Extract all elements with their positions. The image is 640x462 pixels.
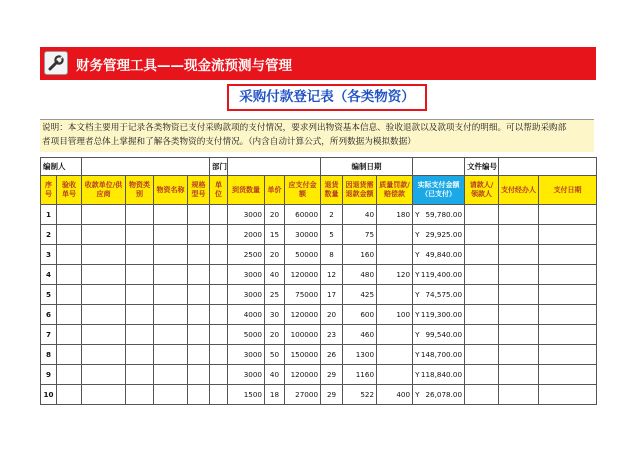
- column-header: 序号: [41, 176, 57, 205]
- app-title: 财务管理工具——现金流预测与管理: [76, 58, 292, 74]
- column-header: 应支付金额: [285, 176, 321, 205]
- amount-due-cell[interactable]: 30000: [285, 225, 321, 245]
- table-row: [41, 285, 597, 305]
- unit-cell[interactable]: [210, 245, 228, 265]
- category-cell[interactable]: [126, 325, 154, 345]
- handler-cell[interactable]: [499, 225, 539, 245]
- column-header: 支付日期: [539, 176, 597, 205]
- quantity-cell[interactable]: 3000: [228, 205, 265, 225]
- paid-amount-cell: [413, 245, 465, 265]
- amount-due-cell[interactable]: 150000: [285, 345, 321, 365]
- quantity-cell[interactable]: 5000: [228, 325, 265, 345]
- currency-symbol: Y: [415, 210, 420, 219]
- fine-cell[interactable]: 180: [377, 205, 413, 225]
- return-qty-cell[interactable]: 20: [321, 305, 343, 325]
- pay-date-cell[interactable]: [539, 205, 597, 225]
- spec-cell[interactable]: [188, 285, 210, 305]
- receipt-cell[interactable]: [57, 225, 82, 245]
- category-cell[interactable]: [126, 385, 154, 405]
- handler-cell[interactable]: [499, 205, 539, 225]
- unit-cell[interactable]: [210, 385, 228, 405]
- column-header: 收款单位/供应商: [82, 176, 126, 205]
- index-cell: 9: [41, 365, 57, 385]
- category-cell[interactable]: [126, 345, 154, 365]
- material-cell[interactable]: [154, 205, 188, 225]
- unit-cell[interactable]: [210, 205, 228, 225]
- fine-cell[interactable]: [377, 285, 413, 305]
- requester-cell[interactable]: [465, 285, 499, 305]
- requester-cell[interactable]: [465, 385, 499, 405]
- unit-price-cell[interactable]: 30: [265, 305, 285, 325]
- description-note: [40, 119, 594, 152]
- supplier-cell[interactable]: [82, 365, 126, 385]
- paid-value: 118,840.00: [420, 370, 463, 379]
- material-cell[interactable]: [154, 345, 188, 365]
- category-cell[interactable]: [126, 225, 154, 245]
- table-row: [41, 305, 597, 325]
- quantity-cell[interactable]: 2500: [228, 245, 265, 265]
- table-row: [41, 345, 597, 365]
- amount-due-cell[interactable]: 120000: [285, 305, 321, 325]
- quantity-cell[interactable]: 3000: [228, 265, 265, 285]
- unit-price-cell[interactable]: 40: [265, 265, 285, 285]
- refund-amount-cell[interactable]: 522: [343, 385, 377, 405]
- currency-symbol: Y: [415, 310, 420, 319]
- spec-cell[interactable]: [188, 245, 210, 265]
- note-line: 者项目管理者总体上掌握和了解各类物资的支付情况。（内含自动计算公式，所列数据为模拟数据）: [42, 136, 416, 147]
- fine-cell[interactable]: 120: [377, 265, 413, 285]
- supplier-cell[interactable]: [82, 245, 126, 265]
- currency-symbol: Y: [415, 270, 420, 279]
- material-cell[interactable]: [154, 305, 188, 325]
- currency-symbol: Y: [415, 390, 420, 399]
- quantity-cell[interactable]: 2000: [228, 225, 265, 245]
- paid-value: 119,400.00: [420, 270, 463, 279]
- amount-due-cell[interactable]: 50000: [285, 245, 321, 265]
- column-header: 物资类别: [126, 176, 154, 205]
- requester-cell[interactable]: [465, 245, 499, 265]
- return-qty-cell[interactable]: 12: [321, 265, 343, 285]
- sheet-title: 采购付款登记表（各类物资）: [227, 84, 427, 111]
- category-cell[interactable]: [126, 245, 154, 265]
- column-header: 规格型号: [188, 176, 210, 205]
- refund-amount-cell[interactable]: 1300: [343, 345, 377, 365]
- fine-cell[interactable]: [377, 245, 413, 265]
- category-cell[interactable]: [126, 265, 154, 285]
- spec-cell[interactable]: [188, 345, 210, 365]
- supplier-cell[interactable]: [82, 225, 126, 245]
- payment-register-table: [40, 157, 597, 405]
- unit-price-cell[interactable]: 18: [265, 385, 285, 405]
- supplier-cell[interactable]: [82, 265, 126, 285]
- fine-cell[interactable]: 400: [377, 385, 413, 405]
- dept-label: 部门: [210, 158, 228, 176]
- paid-amount-cell: [413, 225, 465, 245]
- refund-amount-cell[interactable]: 160: [343, 245, 377, 265]
- receipt-cell[interactable]: [57, 305, 82, 325]
- material-cell[interactable]: [154, 245, 188, 265]
- material-cell[interactable]: [154, 385, 188, 405]
- index-cell: 3: [41, 245, 57, 265]
- spec-cell[interactable]: [188, 385, 210, 405]
- pay-date-cell[interactable]: [539, 385, 597, 405]
- fine-cell[interactable]: [377, 345, 413, 365]
- column-header: 质量罚款/赔偿款: [377, 176, 413, 205]
- receipt-cell[interactable]: [57, 325, 82, 345]
- pay-date-cell[interactable]: [539, 245, 597, 265]
- return-qty-cell[interactable]: 23: [321, 325, 343, 345]
- unit-cell[interactable]: [210, 225, 228, 245]
- refund-amount-cell[interactable]: 480: [343, 265, 377, 285]
- receipt-cell[interactable]: [57, 205, 82, 225]
- column-header: 实际支付金额（已支付）: [413, 176, 465, 205]
- quantity-cell[interactable]: 4000: [228, 305, 265, 325]
- paid-value: 74,575.00: [425, 290, 463, 299]
- currency-symbol: Y: [415, 250, 420, 259]
- currency-symbol: Y: [415, 350, 420, 359]
- amount-due-cell[interactable]: 75000: [285, 285, 321, 305]
- fine-cell[interactable]: [377, 225, 413, 245]
- receipt-cell[interactable]: [57, 265, 82, 285]
- unit-cell[interactable]: [210, 345, 228, 365]
- index-cell: 8: [41, 345, 57, 365]
- return-qty-cell[interactable]: 29: [321, 385, 343, 405]
- amount-due-cell[interactable]: 100000: [285, 325, 321, 345]
- paid-amount-cell: [413, 345, 465, 365]
- title-banner: [40, 47, 596, 80]
- paid-value: 49,840.00: [425, 250, 463, 259]
- return-qty-cell[interactable]: 5: [321, 225, 343, 245]
- receipt-cell[interactable]: [57, 245, 82, 265]
- amount-due-cell[interactable]: 60000: [285, 205, 321, 225]
- quantity-cell[interactable]: 3000: [228, 285, 265, 305]
- unit-cell[interactable]: [210, 305, 228, 325]
- paid-value: 119,300.00: [420, 310, 463, 319]
- amount-due-cell[interactable]: 27000: [285, 385, 321, 405]
- wrench-icon: [44, 51, 68, 75]
- requester-cell[interactable]: [465, 345, 499, 365]
- index-cell: 4: [41, 265, 57, 285]
- supplier-cell[interactable]: [82, 345, 126, 365]
- handler-cell[interactable]: [499, 345, 539, 365]
- column-header: 因退货需退款金额: [343, 176, 377, 205]
- preparer-value[interactable]: [82, 158, 210, 176]
- date-label: 编制日期: [321, 158, 413, 176]
- index-cell: 2: [41, 225, 57, 245]
- quantity-cell[interactable]: 3000: [228, 345, 265, 365]
- spec-cell[interactable]: [188, 265, 210, 285]
- spec-cell[interactable]: [188, 365, 210, 385]
- paid-amount-cell: [413, 265, 465, 285]
- material-cell[interactable]: [154, 285, 188, 305]
- paid-amount-cell: [413, 385, 465, 405]
- column-header: 退货数量: [321, 176, 343, 205]
- date-value[interactable]: [413, 158, 465, 176]
- unit-price-cell[interactable]: 20: [265, 325, 285, 345]
- currency-symbol: Y: [415, 370, 420, 379]
- unit-price-cell[interactable]: 20: [265, 205, 285, 225]
- return-qty-cell[interactable]: 8: [321, 245, 343, 265]
- pay-date-cell[interactable]: [539, 345, 597, 365]
- currency-symbol: Y: [415, 230, 420, 239]
- pay-date-cell[interactable]: [539, 305, 597, 325]
- column-header: 到货数量: [228, 176, 265, 205]
- pay-date-cell[interactable]: [539, 285, 597, 305]
- handler-cell[interactable]: [499, 285, 539, 305]
- requester-cell[interactable]: [465, 265, 499, 285]
- category-cell[interactable]: [126, 305, 154, 325]
- paid-amount-cell: [413, 285, 465, 305]
- unit-price-cell[interactable]: 40: [265, 365, 285, 385]
- column-header: 支付经办人: [499, 176, 539, 205]
- unit-cell[interactable]: [210, 325, 228, 345]
- supplier-cell[interactable]: [82, 305, 126, 325]
- handler-cell[interactable]: [499, 385, 539, 405]
- index-cell: 1: [41, 205, 57, 225]
- refund-amount-cell[interactable]: 600: [343, 305, 377, 325]
- requester-cell[interactable]: [465, 205, 499, 225]
- column-header: 请款人/领款人: [465, 176, 499, 205]
- file-no-value[interactable]: [499, 158, 597, 176]
- category-cell[interactable]: [126, 285, 154, 305]
- column-header: 单位: [210, 176, 228, 205]
- handler-cell[interactable]: [499, 365, 539, 385]
- index-cell: 7: [41, 325, 57, 345]
- quantity-cell[interactable]: 1500: [228, 385, 265, 405]
- receipt-cell[interactable]: [57, 365, 82, 385]
- dept-value[interactable]: [228, 158, 321, 176]
- pay-date-cell[interactable]: [539, 225, 597, 245]
- index-cell: 5: [41, 285, 57, 305]
- refund-amount-cell[interactable]: 75: [343, 225, 377, 245]
- table-row: [41, 385, 597, 405]
- info-row: [41, 158, 597, 176]
- column-header: 验收单号: [57, 176, 82, 205]
- pay-date-cell[interactable]: [539, 265, 597, 285]
- refund-amount-cell[interactable]: 425: [343, 285, 377, 305]
- requester-cell[interactable]: [465, 305, 499, 325]
- spec-cell[interactable]: [188, 225, 210, 245]
- table-row: [41, 245, 597, 265]
- currency-symbol: Y: [415, 290, 420, 299]
- index-cell: 6: [41, 305, 57, 325]
- fine-cell[interactable]: [377, 365, 413, 385]
- supplier-cell[interactable]: [82, 325, 126, 345]
- table-row: [41, 325, 597, 345]
- material-cell[interactable]: [154, 365, 188, 385]
- return-qty-cell[interactable]: 17: [321, 285, 343, 305]
- refund-amount-cell[interactable]: 460: [343, 325, 377, 345]
- quantity-cell[interactable]: 3000: [228, 365, 265, 385]
- category-cell[interactable]: [126, 205, 154, 225]
- paid-amount-cell: [413, 365, 465, 385]
- column-header: 物资名称: [154, 176, 188, 205]
- return-qty-cell[interactable]: 29: [321, 365, 343, 385]
- note-line: 说明：本文档主要用于记录各类物资已支付采购款项的支付情况，要求列出物资基本信息、验收退款以及款项支付的明细。可以帮助采购部: [42, 123, 567, 133]
- supplier-cell[interactable]: [82, 205, 126, 225]
- unit-price-cell[interactable]: 20: [265, 245, 285, 265]
- paid-value: 99,540.00: [425, 330, 463, 339]
- return-qty-cell[interactable]: 26: [321, 345, 343, 365]
- currency-symbol: Y: [415, 330, 420, 339]
- unit-price-cell[interactable]: 50: [265, 345, 285, 365]
- supplier-cell[interactable]: [82, 285, 126, 305]
- paid-amount-cell: [413, 325, 465, 345]
- handler-cell[interactable]: [499, 325, 539, 345]
- material-cell[interactable]: [154, 225, 188, 245]
- paid-amount-cell: [413, 305, 465, 325]
- spec-cell[interactable]: [188, 305, 210, 325]
- material-cell[interactable]: [154, 265, 188, 285]
- category-cell[interactable]: [126, 365, 154, 385]
- preparer-label: 编制人: [41, 158, 82, 176]
- fine-cell[interactable]: 100: [377, 305, 413, 325]
- file-no-label: 文件编号: [465, 158, 499, 176]
- handler-cell[interactable]: [499, 265, 539, 285]
- unit-price-cell[interactable]: 25: [265, 285, 285, 305]
- paid-amount-cell: [413, 205, 465, 225]
- amount-due-cell[interactable]: 120000: [285, 365, 321, 385]
- unit-cell[interactable]: [210, 265, 228, 285]
- unit-cell[interactable]: [210, 285, 228, 305]
- table-row: [41, 365, 597, 385]
- unit-cell[interactable]: [210, 365, 228, 385]
- supplier-cell[interactable]: [82, 385, 126, 405]
- spec-cell[interactable]: [188, 325, 210, 345]
- header-row: [41, 176, 597, 205]
- paid-value: 148,700.00: [420, 350, 463, 359]
- material-cell[interactable]: [154, 325, 188, 345]
- pay-date-cell[interactable]: [539, 365, 597, 385]
- amount-due-cell[interactable]: 120000: [285, 265, 321, 285]
- unit-price-cell[interactable]: 15: [265, 225, 285, 245]
- requester-cell[interactable]: [465, 325, 499, 345]
- paid-value: 29,925.00: [425, 230, 463, 239]
- requester-cell[interactable]: [465, 365, 499, 385]
- spec-cell[interactable]: [188, 205, 210, 225]
- column-header: 单价: [265, 176, 285, 205]
- receipt-cell[interactable]: [57, 345, 82, 365]
- requester-cell[interactable]: [465, 225, 499, 245]
- fine-cell[interactable]: [377, 325, 413, 345]
- table-row: [41, 265, 597, 285]
- pay-date-cell[interactable]: [539, 325, 597, 345]
- refund-amount-cell[interactable]: 1160: [343, 365, 377, 385]
- receipt-cell[interactable]: [57, 385, 82, 405]
- handler-cell[interactable]: [499, 245, 539, 265]
- index-cell: 10: [41, 385, 57, 405]
- table-row: [41, 205, 597, 225]
- table-row: [41, 225, 597, 245]
- paid-value: 59,780.00: [425, 210, 463, 219]
- handler-cell[interactable]: [499, 305, 539, 325]
- return-qty-cell[interactable]: 2: [321, 205, 343, 225]
- refund-amount-cell[interactable]: 40: [343, 205, 377, 225]
- paid-value: 26,078.00: [425, 390, 463, 399]
- receipt-cell[interactable]: [57, 285, 82, 305]
